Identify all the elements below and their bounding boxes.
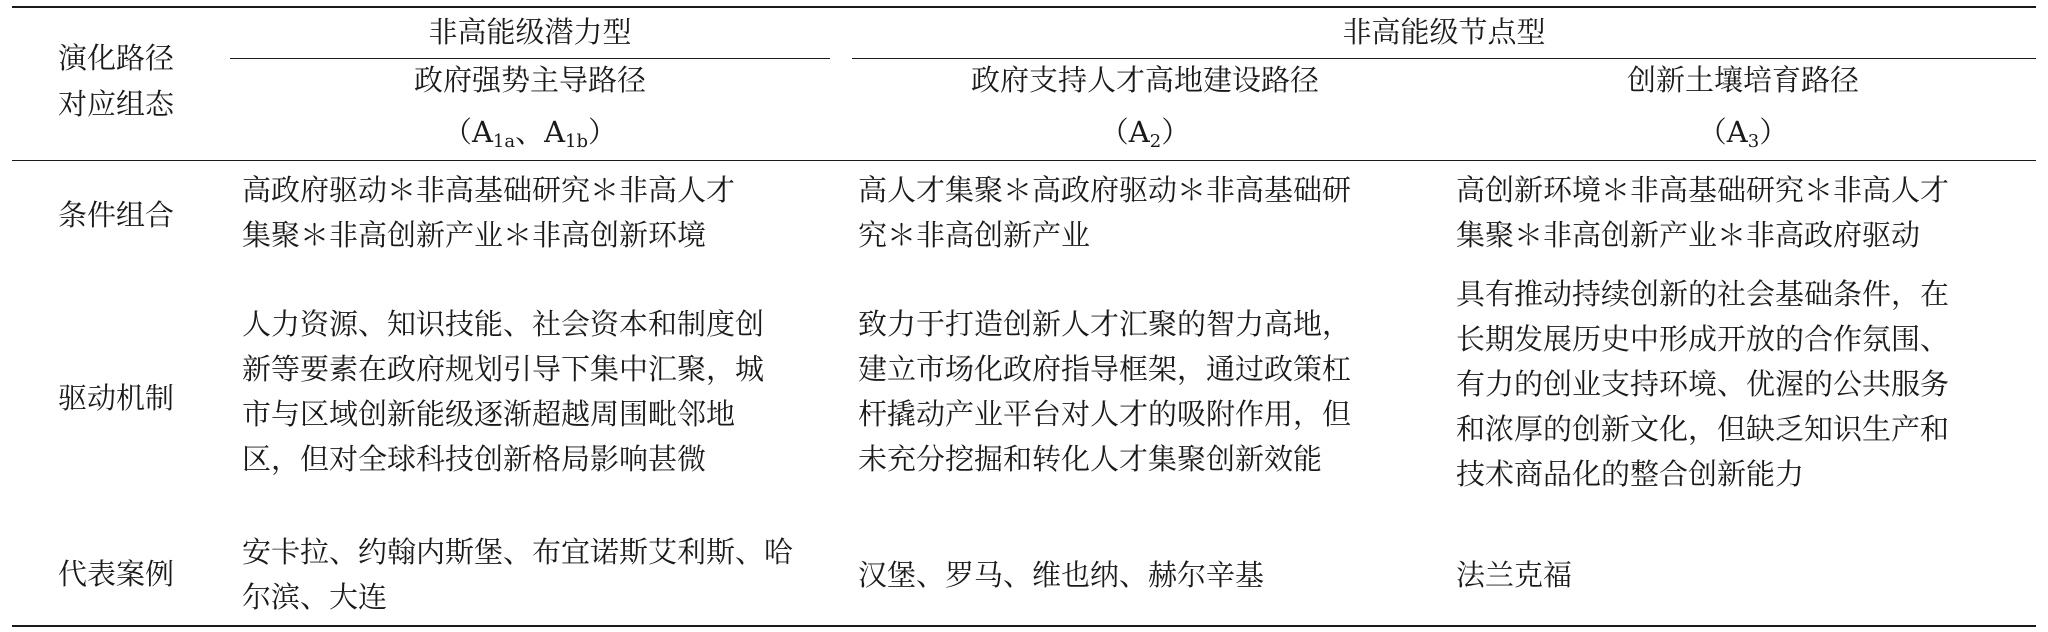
- mechanism-col3-line: 技术商品化的整合创新能力: [1456, 457, 1805, 491]
- mechanism-col1-line: 人力资源、知识技能、社会资本和制度创: [242, 307, 765, 341]
- row-label-cases: 代表案例: [58, 557, 175, 591]
- mechanism-col3-line: 具有推动持续创新的社会基础条件，在: [1456, 277, 1950, 311]
- mechanism-col3-line: 和浓厚的创新文化，但缺乏知识生产和: [1456, 412, 1950, 446]
- cases-col3-line: 法兰克福: [1456, 558, 1573, 592]
- conditions-col1: [242, 168, 735, 258]
- row-label-conditions: 条件组合: [58, 198, 175, 232]
- cases-col2: [858, 553, 1264, 598]
- bottom-rule: [12, 625, 2036, 627]
- conditions-col2-line: 究＊非高创新产业: [858, 218, 1091, 252]
- mechanism-col3: [1456, 272, 1949, 497]
- conditions-col2: [858, 168, 1351, 258]
- mechanism-col2: [858, 302, 1351, 482]
- path1-code: （$A_{1a}$、$A_{1b}$）: [442, 115, 618, 152]
- header-row-label-line2: 对应组态: [58, 87, 175, 121]
- cases-col1-line: 尔滨、大连: [242, 580, 388, 614]
- path3-code: $(A_3)$: [1697, 115, 1789, 152]
- conditions-col2-line: 高人才集聚＊高政府驱动＊非高基础研: [858, 173, 1352, 207]
- header-bottom-rule: [12, 160, 2036, 161]
- mechanism-col2-line: 致力于打造创新人才汇聚的智力高地，: [858, 307, 1352, 341]
- mechanism-col3-line: 有力的创业支持环境、优渥的公共服务: [1456, 367, 1950, 401]
- group-title-node: 非高能级节点型: [1342, 15, 1546, 49]
- mechanism-col1-line: 区，但对全球科技创新格局影响甚微: [242, 442, 707, 476]
- cases-col1-line: 安卡拉、约翰内斯堡、布宜诺斯艾利斯、哈: [242, 535, 794, 569]
- cases-col3: [1456, 553, 1572, 598]
- mechanism-col2-line: 建立市场化政府指导框架，通过政策杠: [858, 352, 1352, 386]
- path2-name: 政府支持人才高地建设路径: [970, 63, 1319, 97]
- path1-name: 政府强势主导路径: [413, 63, 646, 97]
- conditions-col3-line: 高创新环境＊非高基础研究＊非高人才: [1456, 173, 1950, 207]
- mechanism-col2-line: 未充分挖掘和转化人才集聚创新效能: [858, 442, 1323, 476]
- row-label-mechanism: 驱动机制: [58, 381, 175, 415]
- mechanism-col1: [242, 302, 764, 482]
- path3-name: 创新土壤培育路径: [1626, 63, 1859, 97]
- path2-code: $(A_2)$: [1099, 115, 1191, 152]
- conditions-col3: [1456, 168, 1949, 258]
- mechanism-col1-line: 市与区域创新能级逐渐超越周围毗邻地: [242, 397, 736, 431]
- conditions-col1-line: 集聚＊非高创新产业＊非高创新环境: [242, 218, 707, 252]
- group-title-potential: 非高能级潜力型: [428, 15, 632, 49]
- header-row-label-line1: 演化路径: [58, 41, 175, 75]
- mechanism-col1-line: 新等要素在政府规划引导下集中汇聚，城: [242, 352, 765, 386]
- conditions-col3-line: 集聚＊非高创新产业＊非高政府驱动: [1456, 218, 1921, 252]
- mechanism-col3-line: 长期发展历史中形成开放的合作氛围、: [1456, 322, 1950, 356]
- mechanism-col2-line: 杆撬动产业平台对人才的吸附作用，但: [858, 397, 1352, 431]
- top-rule: [12, 6, 2036, 8]
- cases-col1: [242, 530, 793, 620]
- cases-col2-line: 汉堡、罗马、维也纳、赫尔辛基: [858, 558, 1265, 592]
- conditions-col1-line: 高政府驱动＊非高基础研究＊非高人才: [242, 173, 736, 207]
